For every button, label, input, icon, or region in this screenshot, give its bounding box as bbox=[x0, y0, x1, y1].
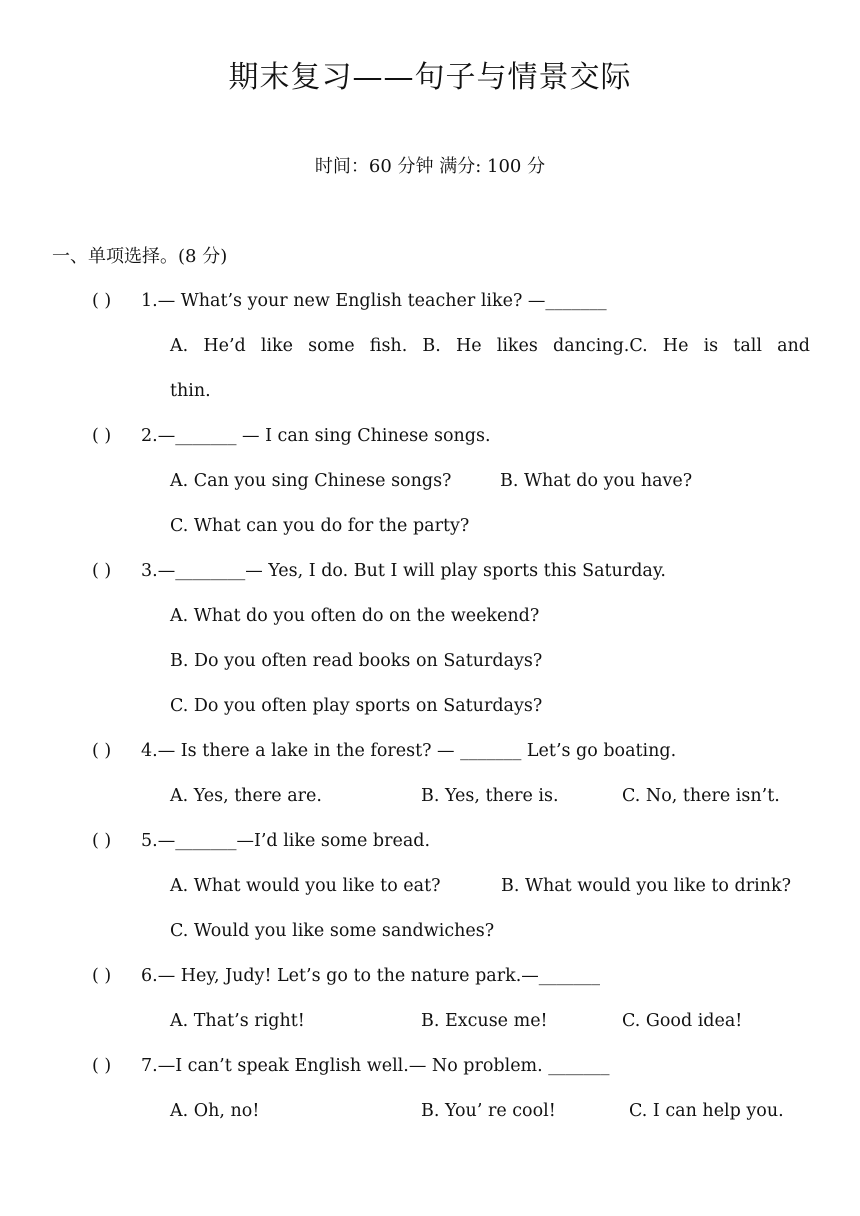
question-2-option-b: B. What do you have? bbox=[500, 471, 693, 491]
question-5-option-a: A. What would you like to eat? bbox=[170, 876, 441, 896]
question-3-option-a: A. What do you often do on the weekend? bbox=[170, 606, 540, 626]
question-4-option-c: C. No, there isn’t. bbox=[622, 786, 780, 806]
exam-info: 时间：60 分钟 满分: 100 分 bbox=[314, 156, 546, 177]
question-2-option-a: A. Can you sing Chinese songs? bbox=[170, 471, 452, 491]
question-4-stem: 4.— Is there a lake in the forest? — _______ Let’s go boating. bbox=[141, 741, 677, 761]
question-7-option-c: C. I can help you. bbox=[629, 1101, 784, 1121]
question-1-options: A. He’d like some fish. B. He likes dancing.C. He is tall and bbox=[170, 336, 810, 356]
question-3-option-b: B. Do you often read books on Saturdays? bbox=[170, 651, 543, 671]
question-3-stem: 3.—________— Yes, I do. But I will play sports this Saturday. bbox=[141, 561, 666, 581]
question-7-stem: 7.—I can’t speak English well.— No problem. _______ bbox=[141, 1056, 610, 1076]
answer-bracket-3: ( ) bbox=[92, 561, 112, 581]
answer-bracket-4: ( ) bbox=[92, 741, 112, 761]
question-2-stem: 2.—_______ — I can sing Chinese songs. bbox=[141, 426, 491, 446]
question-5-stem: 5.—_______—I’d like some bread. bbox=[141, 831, 431, 851]
question-6-option-b: B. Excuse me! bbox=[421, 1011, 548, 1031]
question-7-option-a: A. Oh, no! bbox=[170, 1101, 260, 1121]
question-7-option-b: B. You’ re cool! bbox=[421, 1101, 556, 1121]
question-6-option-c: C. Good idea! bbox=[622, 1011, 743, 1031]
question-6-option-a: A. That’s right! bbox=[170, 1011, 305, 1031]
question-4-option-a: A. Yes, there are. bbox=[170, 786, 322, 806]
question-3-option-c: C. Do you often play sports on Saturdays? bbox=[170, 696, 543, 716]
question-4-option-b: B. Yes, there is. bbox=[421, 786, 559, 806]
answer-bracket-1: ( ) bbox=[92, 291, 112, 311]
question-1-options-cont: thin. bbox=[170, 381, 211, 401]
question-5-option-b: B. What would you like to drink? bbox=[501, 876, 791, 896]
section-heading: 一、单项选择。(8 分) bbox=[52, 246, 228, 267]
question-5-option-c: C. Would you like some sandwiches? bbox=[170, 921, 495, 941]
answer-bracket-2: ( ) bbox=[92, 426, 112, 446]
answer-bracket-5: ( ) bbox=[92, 831, 112, 851]
answer-bracket-6: ( ) bbox=[92, 966, 112, 986]
question-6-stem: 6.— Hey, Judy! Let’s go to the nature park.—_______ bbox=[141, 966, 601, 986]
page-title: 期末复习——句子与情景交际 bbox=[228, 60, 632, 95]
answer-bracket-7: ( ) bbox=[92, 1056, 112, 1076]
question-1-stem: 1.— What’s your new English teacher like? —_______ bbox=[141, 291, 607, 311]
question-2-option-c: C. What can you do for the party? bbox=[170, 516, 470, 536]
